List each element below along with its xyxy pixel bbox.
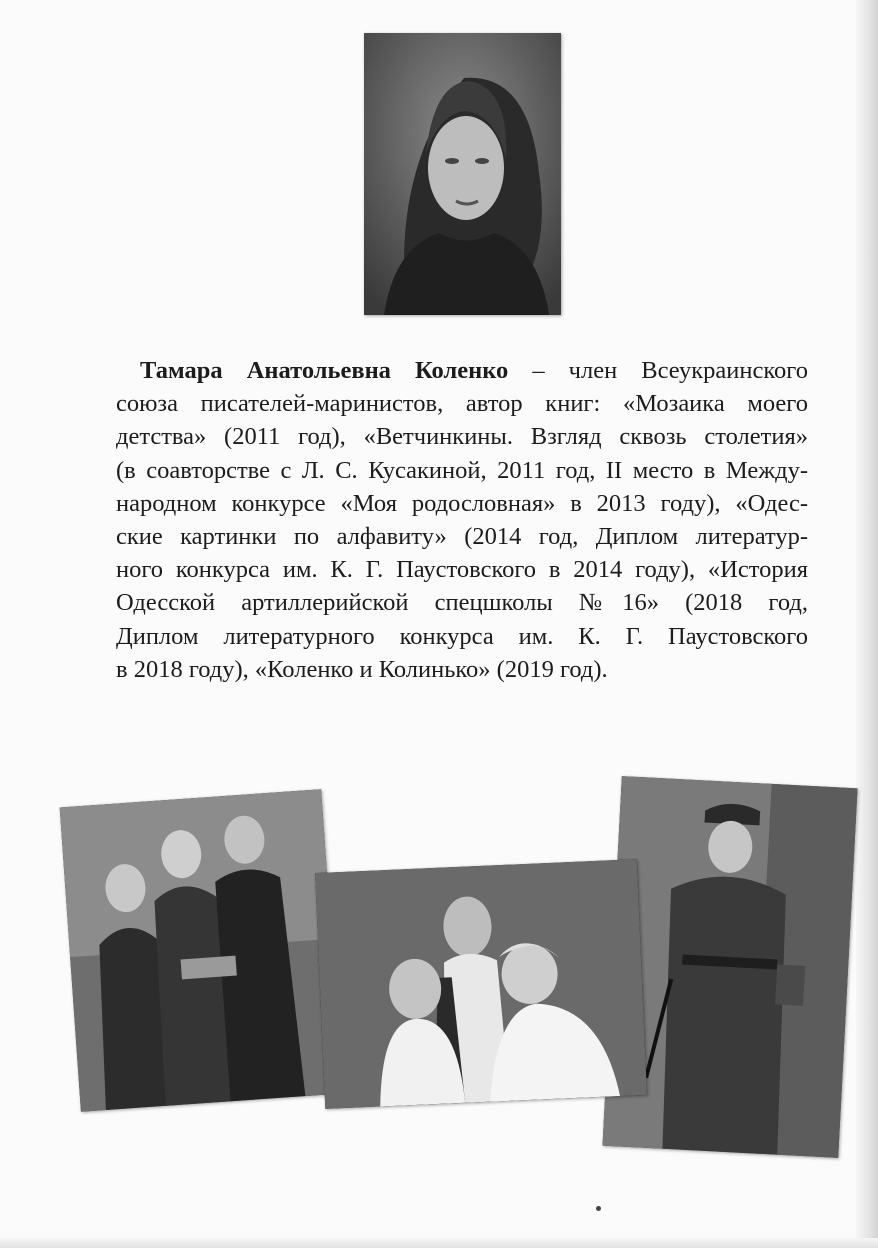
bio-line: в 2018 году), «Коленко и Колинько» (2019 год).	[116, 655, 608, 683]
author-portrait-photo	[364, 33, 561, 315]
author-bio	[116, 354, 808, 686]
author-name: Тамара Анатольевна Коленко	[140, 357, 509, 384]
scan-speck	[596, 1206, 601, 1211]
bio-line: ного конкурса им. К. Г. Паустовского в 2014 году), «История	[116, 556, 808, 584]
bio-line: союза писателей-маринистов, автор книг: «Мозаика моего	[116, 390, 808, 418]
bio-line: детства» (2011 год), «Ветчинкины. Взгляд сквозь столетия»	[116, 423, 808, 451]
bio-line: Диплом литературного конкурса им. К. Г. Паустовского	[116, 622, 808, 650]
bio-line: ские картинки по алфавиту» (2014 год, Диплом литератур-	[116, 523, 808, 551]
page-edge-bottom	[0, 1238, 878, 1248]
young-people-photo	[315, 859, 647, 1109]
bio-line: Тамара Анатольевна Коленко – член Всеукраинского	[140, 357, 808, 384]
bio-line: Одесской артиллерийской спецшколы №16» (2018 год,	[116, 589, 808, 617]
family-group-photo	[60, 789, 343, 1112]
bio-line: (в соавторстве с Л. С. Кусакиной, 2011 год, II место в Между-	[116, 456, 808, 484]
page-edge	[856, 0, 878, 1248]
bio-line: народном конкурсе «Моя родословная» в 2013 году), «Одес-	[116, 489, 808, 517]
